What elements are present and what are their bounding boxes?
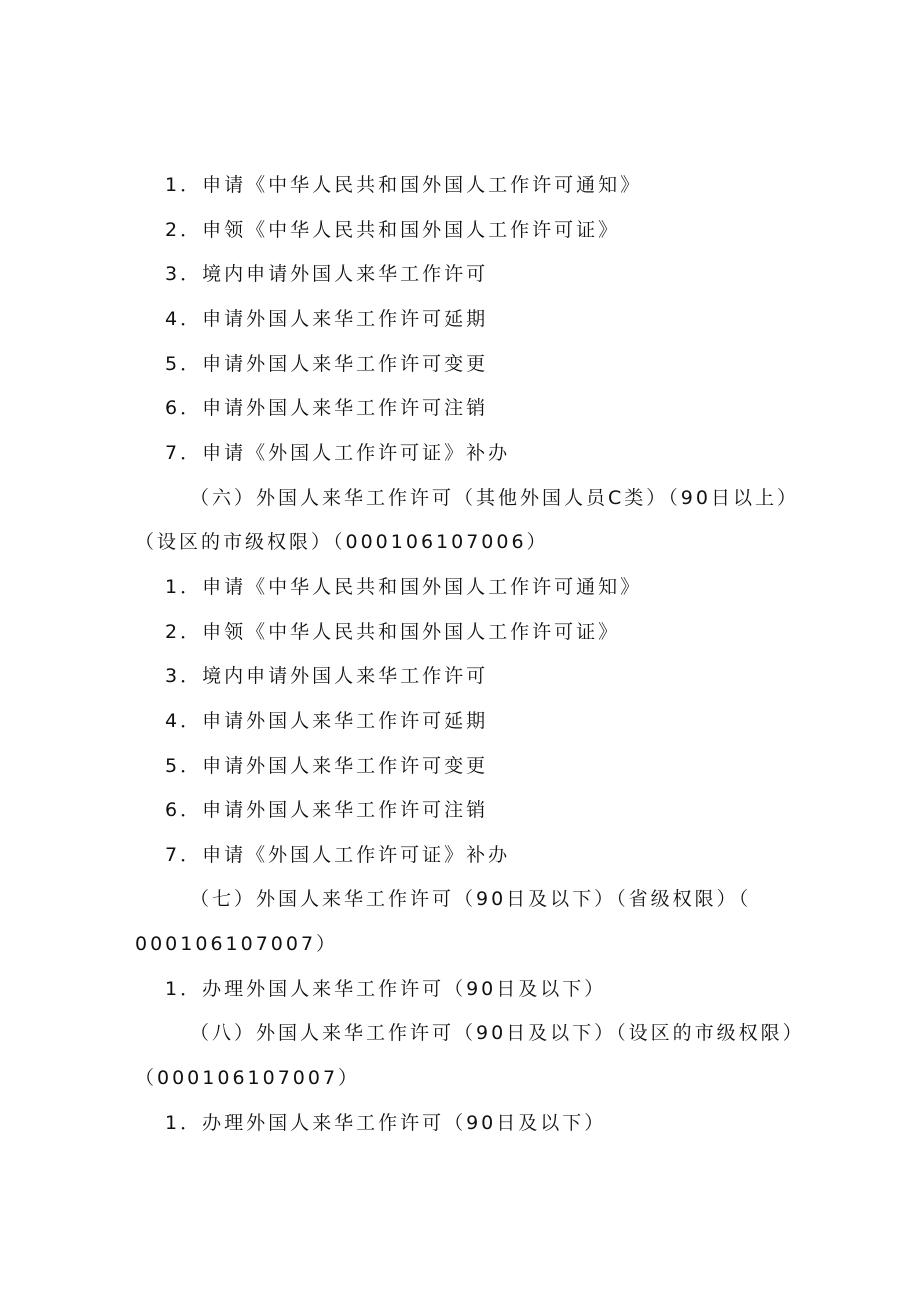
- list-item: 4．申请外国人来华工作许可延期: [165, 710, 489, 732]
- section-heading-continuation: （设区的市级权限）（000106107006）: [135, 531, 549, 553]
- list-item: 1．申请《中华人民共和国外国人工作许可通知》: [165, 576, 643, 598]
- list-item: 4．申请外国人来华工作许可延期: [165, 308, 489, 330]
- list-item: 5．申请外国人来华工作许可变更: [165, 755, 489, 777]
- list-item: 1．办理外国人来华工作许可（90日及以下）: [165, 978, 607, 1000]
- list-item: 3．境内申请外国人来华工作许可: [165, 665, 489, 687]
- section-heading: （六）外国人来华工作许可（其他外国人员C类）（90日以上）: [190, 487, 799, 509]
- list-item: 2．申领《中华人民共和国外国人工作许可证》: [165, 621, 621, 643]
- list-item: 1．办理外国人来华工作许可（90日及以下）: [165, 1112, 607, 1134]
- section-heading-continuation: （000106107007）: [135, 1067, 361, 1089]
- section-heading: （八）外国人来华工作许可（90日及以下）（设区的市级权限）: [190, 1022, 805, 1044]
- list-item: 3．境内申请外国人来华工作许可: [165, 263, 489, 285]
- section-heading-continuation: 000106107007）: [135, 933, 339, 955]
- list-item: 2．申领《中华人民共和国外国人工作许可证》: [165, 219, 621, 241]
- list-item: 1．申请《中华人民共和国外国人工作许可通知》: [165, 174, 643, 196]
- list-item: 7．申请《外国人工作许可证》补办: [165, 844, 511, 866]
- list-item: 6．申请外国人来华工作许可注销: [165, 397, 489, 419]
- list-item: 7．申请《外国人工作许可证》补办: [165, 442, 511, 464]
- list-item: 5．申请外国人来华工作许可变更: [165, 353, 489, 375]
- section-heading: （七）外国人来华工作许可（90日及以下）（省级权限）（: [190, 888, 752, 910]
- list-item: 6．申请外国人来华工作许可注销: [165, 799, 489, 821]
